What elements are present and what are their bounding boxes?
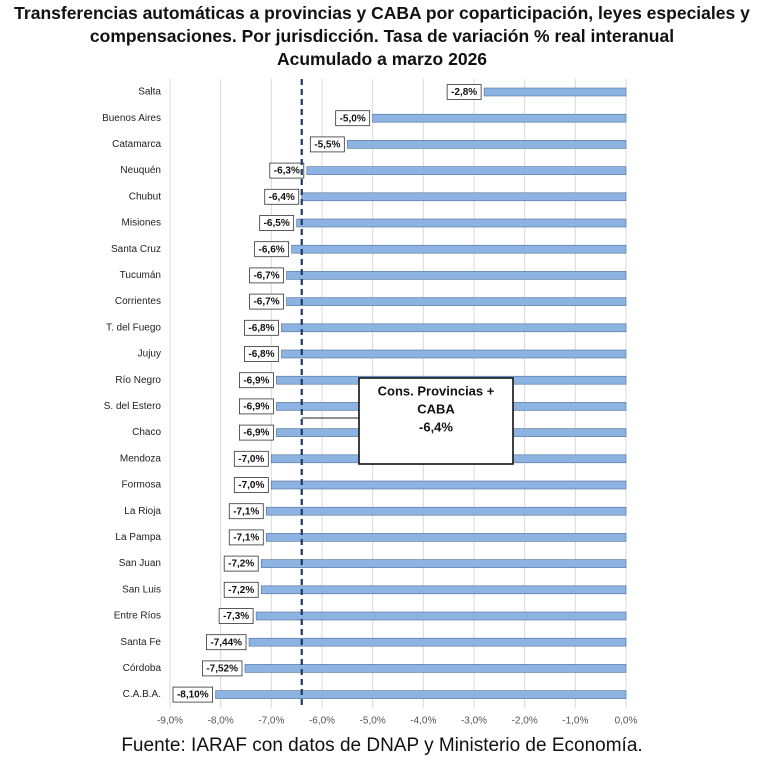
category-label: Chaco xyxy=(132,427,161,439)
bar xyxy=(287,298,626,306)
category-label: La Pampa xyxy=(115,532,161,544)
category-label: Chubut xyxy=(128,191,161,203)
bar xyxy=(261,560,626,568)
category-label: Entre Ríos xyxy=(113,610,161,622)
category-label: San Juan xyxy=(118,558,161,570)
data-label: -6,9% xyxy=(243,427,270,439)
x-tick-label: -5,0% xyxy=(359,715,386,727)
bar xyxy=(266,507,626,515)
data-label: -6,9% xyxy=(243,375,270,387)
category-label: T. del Fuego xyxy=(105,322,161,334)
bar xyxy=(484,88,626,96)
data-label: -7,52% xyxy=(206,663,239,675)
x-tick-label: -9,0% xyxy=(156,715,184,727)
data-label: -6,8% xyxy=(248,349,275,361)
data-label: -8,10% xyxy=(176,689,209,701)
category-label: Tucumán xyxy=(119,270,161,282)
annotation-text: -6,4% xyxy=(419,419,453,435)
bar xyxy=(292,245,626,253)
data-label: -6,4% xyxy=(268,191,295,203)
annotation-text: CABA xyxy=(417,401,455,417)
data-label: -7,2% xyxy=(228,558,255,570)
chart-title-line-2: compensaciones. Por jurisdicción. Tasa de variación % real interanual xyxy=(89,26,675,46)
x-tick-label: -2,0% xyxy=(511,715,538,727)
x-tick-label: -1,0% xyxy=(562,715,589,727)
data-label: -6,8% xyxy=(248,322,275,334)
data-label: -7,44% xyxy=(210,637,243,649)
data-label: -7,3% xyxy=(223,611,250,623)
bar xyxy=(256,612,626,620)
category-label: Río Negro xyxy=(115,374,161,386)
category-label: C.A.B.A. xyxy=(122,689,161,701)
category-label: S. del Estero xyxy=(103,401,161,413)
bar xyxy=(302,193,626,201)
bar xyxy=(216,691,626,699)
data-label: -7,0% xyxy=(238,453,265,465)
x-tick-label: 0,0% xyxy=(614,715,638,727)
category-label: Misiones xyxy=(121,217,161,229)
data-label: -6,3% xyxy=(273,165,300,177)
category-label: Neuquén xyxy=(120,165,161,177)
category-label: Mendoza xyxy=(119,453,161,465)
category-label: San Luis xyxy=(122,584,161,596)
chart-title-line-3: Acumulado a marzo 2026 xyxy=(276,49,488,69)
data-label: -5,5% xyxy=(314,139,341,151)
bar xyxy=(261,586,626,594)
bar xyxy=(347,140,626,148)
data-label: -6,7% xyxy=(253,296,280,308)
data-label: -6,9% xyxy=(243,401,270,413)
data-label: -7,1% xyxy=(233,532,260,544)
bar xyxy=(307,167,626,175)
data-label: -2,8% xyxy=(451,87,478,99)
category-label: Buenos Aires xyxy=(102,112,161,124)
category-label: La Rioja xyxy=(124,505,161,517)
category-label: Jujuy xyxy=(137,348,161,360)
category-label: Santa Fe xyxy=(120,636,161,648)
data-label: -7,0% xyxy=(238,480,265,492)
category-label: Córdoba xyxy=(122,663,161,675)
category-label: Formosa xyxy=(121,479,161,491)
x-tick-label: -8,0% xyxy=(207,715,234,727)
bar xyxy=(266,533,626,541)
x-tick-label: -4,0% xyxy=(410,715,437,727)
bar xyxy=(287,271,626,279)
category-label: Corrientes xyxy=(114,296,161,308)
annotation-text: Cons. Provincias + xyxy=(377,383,495,399)
bar xyxy=(249,638,626,646)
data-label: -6,7% xyxy=(253,270,280,282)
bar xyxy=(271,481,626,489)
data-label: -5,0% xyxy=(339,113,366,125)
bar xyxy=(373,114,626,122)
data-label: -7,2% xyxy=(228,584,255,596)
category-label: Catamarca xyxy=(112,139,161,151)
bar xyxy=(281,350,626,358)
bar xyxy=(297,219,626,227)
chart-title-line-1: Transferencias automáticas a provincias y CABA por coparticipación, leyes especiales y xyxy=(14,3,750,23)
bar xyxy=(281,324,626,332)
category-label: Santa Cruz xyxy=(110,243,161,255)
x-tick-label: -3,0% xyxy=(460,715,488,727)
category-label: Salta xyxy=(138,86,161,98)
data-label: -7,1% xyxy=(233,506,260,518)
x-tick-label: -6,0% xyxy=(308,715,336,727)
x-tick-label: -7,0% xyxy=(258,715,285,727)
source-note: Fuente: IARAF con datos de DNAP y Ministerio de Economía. xyxy=(121,735,643,756)
data-label: -6,6% xyxy=(258,244,285,256)
data-label: -6,5% xyxy=(263,218,290,230)
